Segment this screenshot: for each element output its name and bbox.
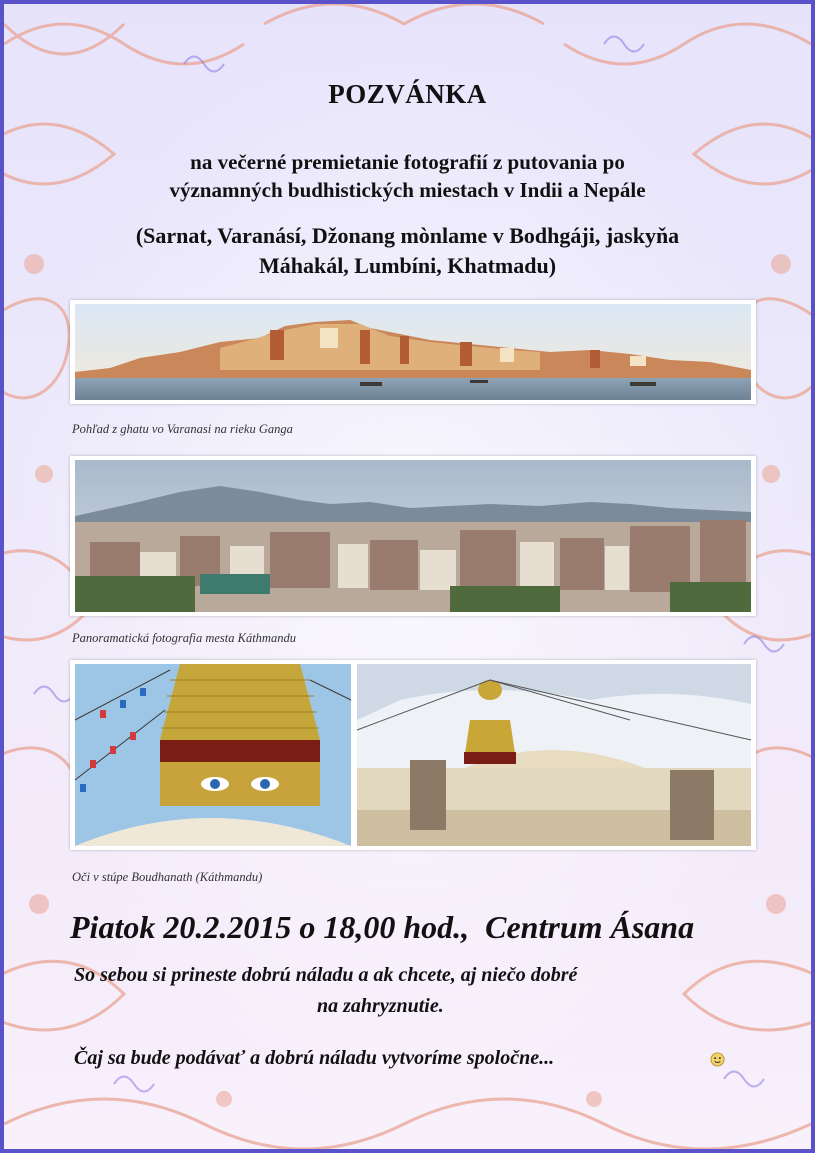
photo-boudhanath-stupa [70,660,756,850]
invitation-subtitle [4,148,811,204]
photo-varanasi-ghats [70,300,756,404]
bring-note-line-1: So sebou si prineste dobrú náladu a ak chcete, aj niečo dobré [74,964,578,986]
subtitle-line-1: na večerné premietanie fotografií z putovania po [190,150,625,174]
photo-caption-2: Panoramatická fotografia mesta Káthmandu [72,631,296,645]
photo-caption-1: Pohľad z ghatu vo Varanasi na rieku Ganga [72,422,293,436]
places-line-2: Máhakál, Lumbíni, Khatmadu) [258,253,557,278]
bring-note-line-2: na zahryznutie. [317,995,444,1017]
places-list [4,221,811,281]
invitation-title: POZVÁNKA [328,79,487,109]
places-line-1: (Sarnat, Varanásí, Džonang mònlame v Bodhgáji, jaskyňa [135,223,680,248]
photo-caption-3: Oči v stúpe Boudhanath (Káthmandu) [72,870,263,884]
photo-kathmandu-panorama [70,456,756,616]
tea-note: Čaj sa bude podávať a dobrú náladu vytvoríme spoločne... [74,1047,555,1069]
event-date-place: Piatok 20.2.2015 o 18,00 hod., Centrum Ásana [70,909,695,945]
subtitle-line-2: významných budhistických miestach v Indii a Nepále [169,178,646,202]
smiley-icon [710,1052,725,1067]
